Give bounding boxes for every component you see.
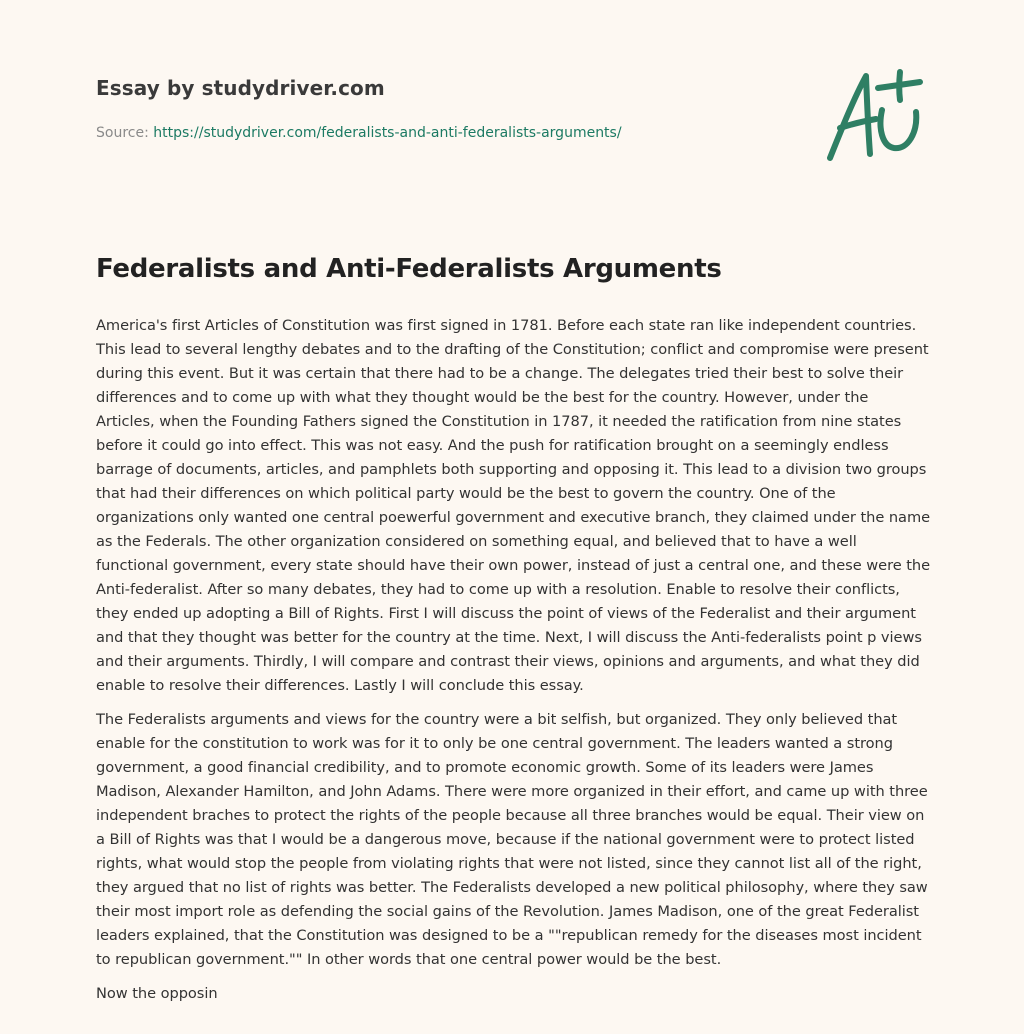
essay-header bbox=[96, 76, 916, 141]
essay-paragraph: The Federalists arguments and views for the country were a bit selfish, but organized. They only believed that enable for the constitution to work was for it to only be one central government. The leaders wanted a strong government, a good financial credibility, and to promote economic growth. Some of its leaders were James Madison, Alexander Hamilton, and John Adams. There were more organized in their effort, and came up with three independent braches to protect the rights of the people because all three branches would be equal. Their view on a Bill of Rights was that I would be a dangerous move, because if the national government were to protect listed rights, what would stop the people from violating rights that were not listed, since they cannot list all of the right, they argued that no list of rights was better. The Federalists developed a new political philosophy, where they saw their most import role as defending the social gains of the Revolution. James Madison, one of the great Federalist leaders explained, that the Constitution was designed to be a ""republican remedy for the diseases most incident to republican government."" In other words that one central power would be the best. bbox=[96, 711, 928, 968]
site-title: Essay by studydriver.com bbox=[96, 76, 385, 100]
source-line bbox=[96, 125, 916, 141]
essay-paragraph: America's first Articles of Constitution was first signed in 1781. Before each state ran like independent countries. This lead to several lengthy debates and to the drafting of the Constitution; conflict and compromise were present during this event. But it was certain that there had to be a change. The delegates tried their best to solve their differences and to come up with what they thought would be the best for the country. However, under the Articles, when the Founding Fathers signed the Constitution in 1787, it needed the ratification from nine states before it could go into effect. This was not easy. And the push for ratification brought on a seemingly endless barrage of documents, articles, and pamphlets both supporting and opposing it. This lead to a division two groups that had their differences on which political party would be the best to govern the country. One of the organizations only wanted one central poewerful government and executive branch, they claimed under the name as the Federals. The other organization considered on something equal, and believed that to have a well functional government, every state should have their own power, instead of just a central one, and these were the Anti-federalist. After so many debates, they had to come up with a resolution. Enable to resolve their conflicts, they ended up adopting a Bill of Rights. First I will discuss the point of views of the Federalist and their argument and that they thought was better for the country at the time. Next, I will discuss the Anti-federalists point p views and their arguments. Thirdly, I will compare and contrast their views, opinions and arguments, and what they did enable to resolve their differences. Lastly I will conclude this essay. bbox=[96, 317, 931, 694]
essay-paragraph: Now the opposin bbox=[96, 985, 218, 1002]
essay-body bbox=[96, 314, 931, 1016]
a-plus-grade-icon bbox=[820, 66, 930, 166]
essay-title: Federalists and Anti-Federalists Arguments bbox=[96, 254, 722, 284]
source-link[interactable]: https://studydriver.com/federalists-and-anti-federalists-arguments/ bbox=[153, 125, 622, 141]
source-label: Source: bbox=[96, 125, 149, 141]
